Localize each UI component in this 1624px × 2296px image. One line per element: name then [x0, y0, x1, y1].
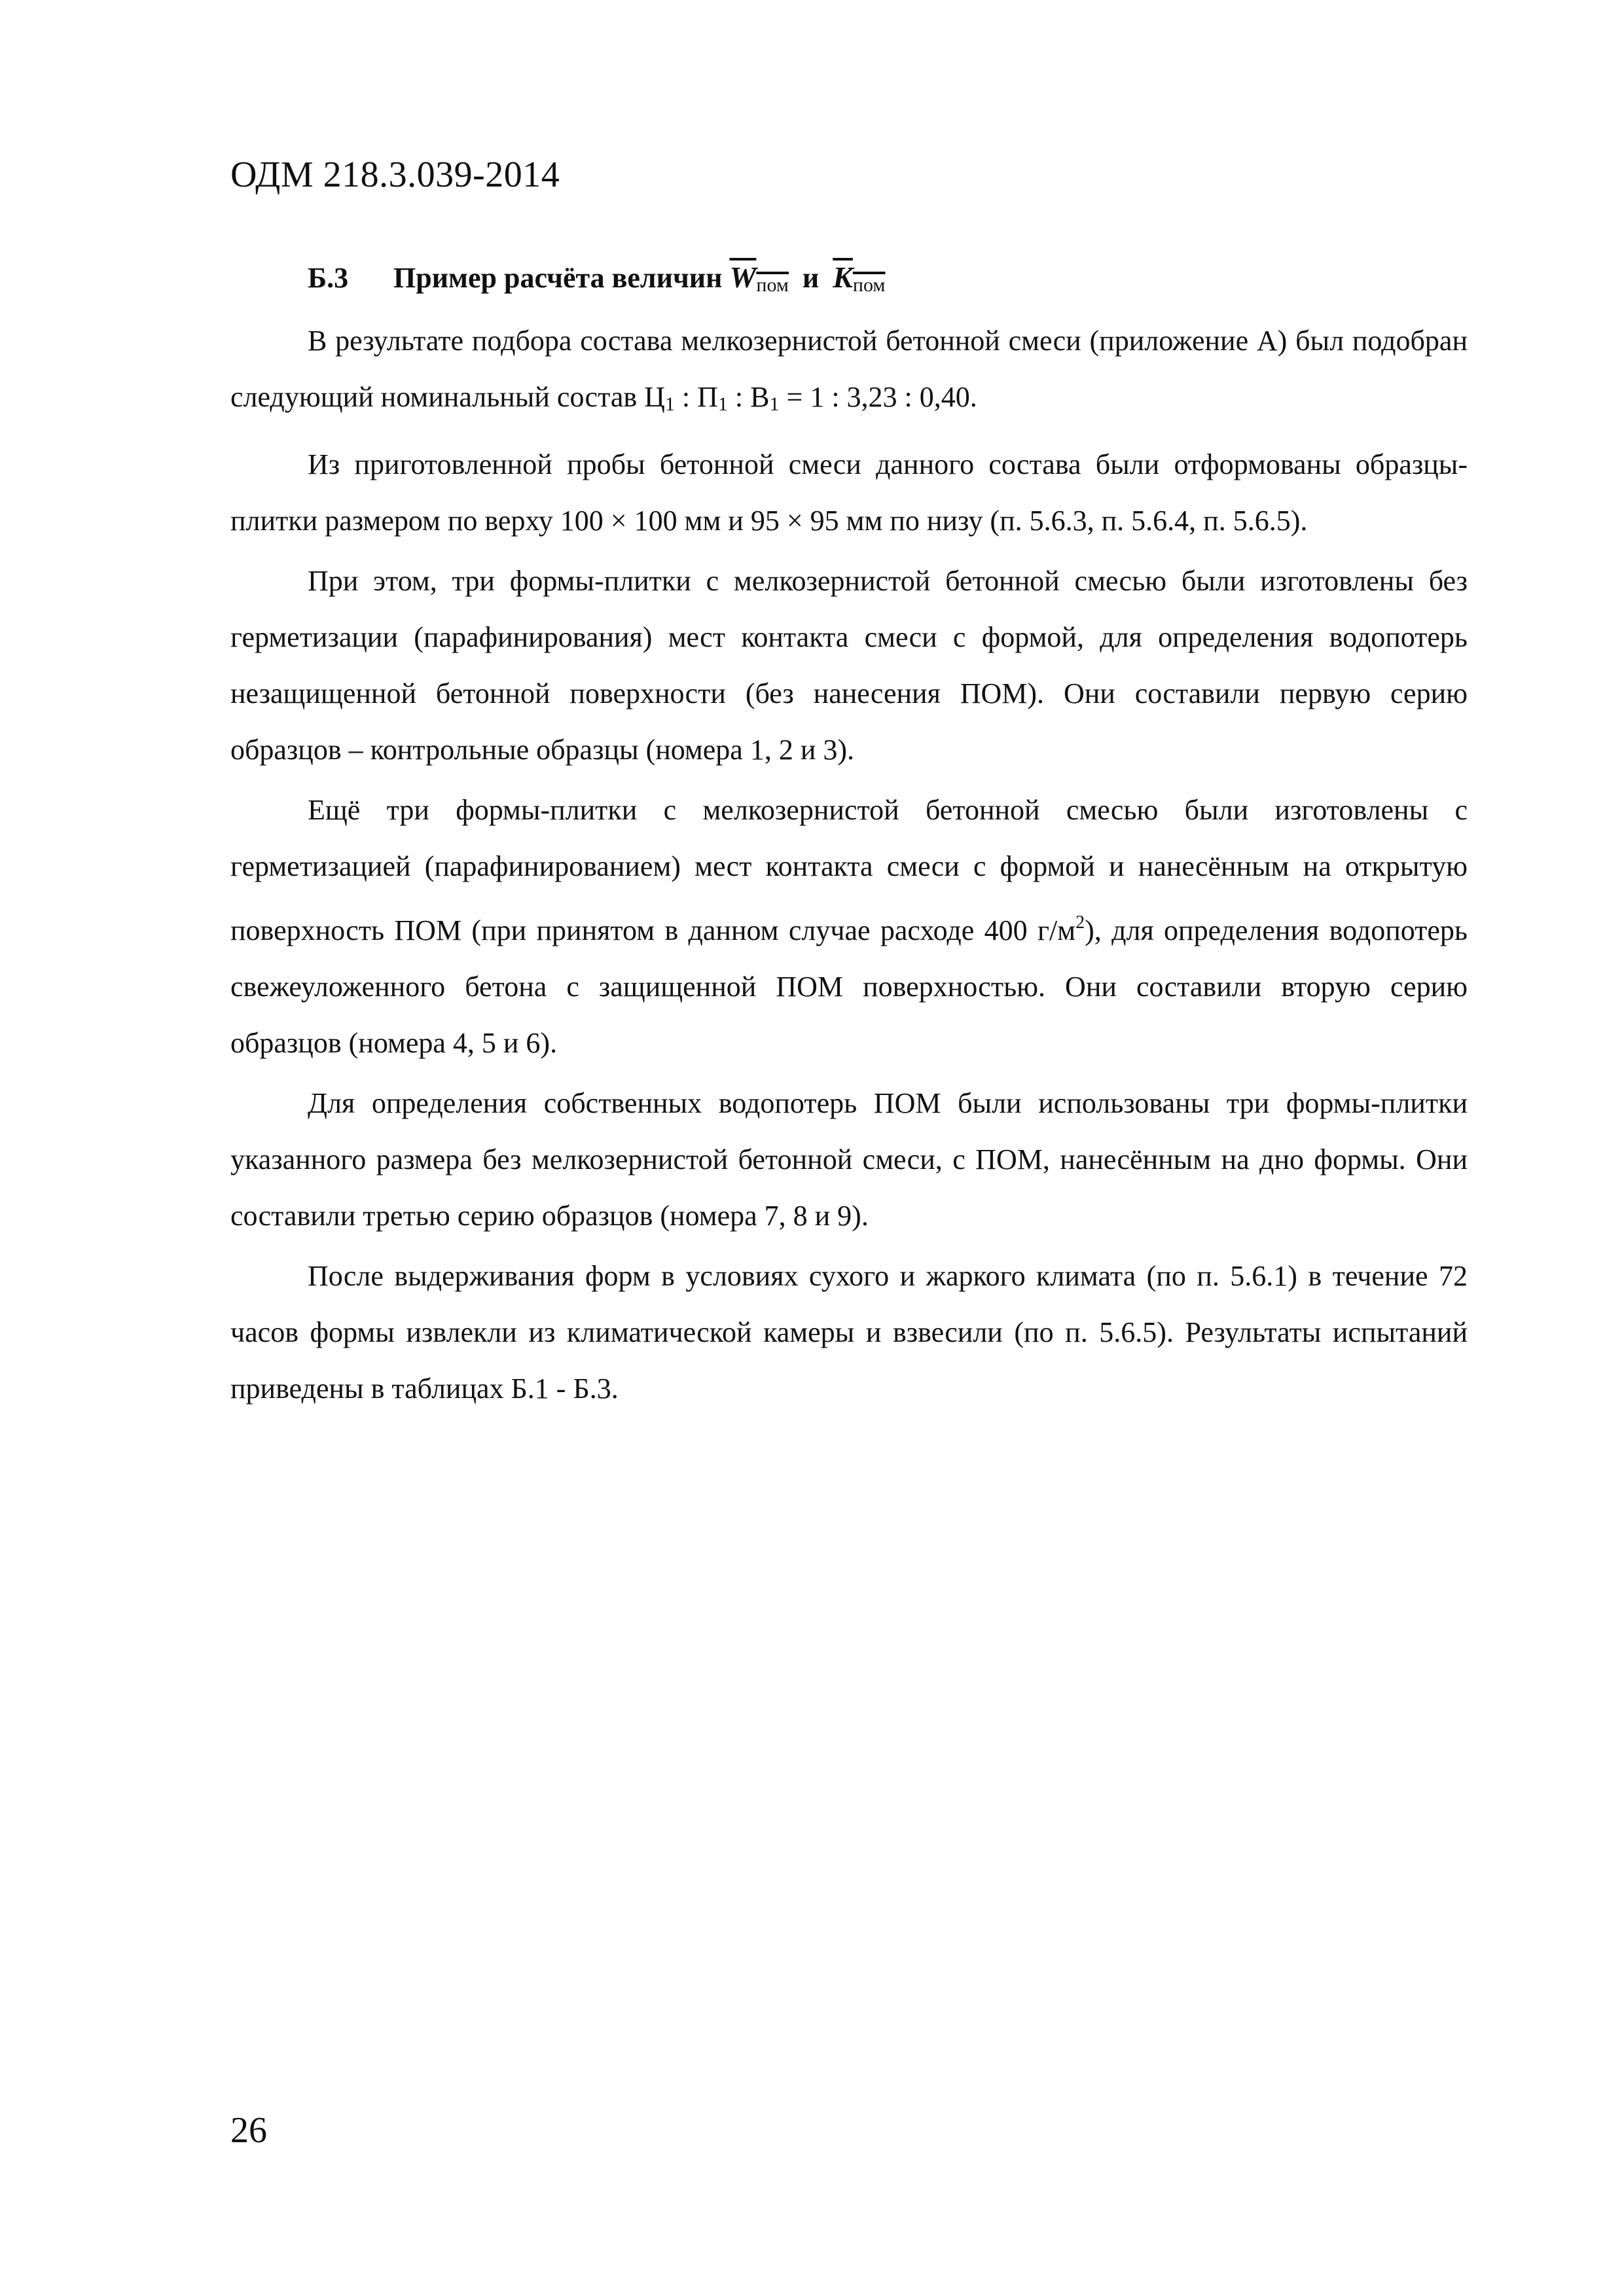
superscript-m2: 2: [1075, 912, 1085, 933]
paragraph-1-text-d: = 1 : 3,23 : 0,40.: [779, 381, 977, 413]
paragraph-1-text-a: В результате подбора состава мелкозернистой бетонной смеси (приложение А) был подобран следующий номинальный состав Ц: [230, 325, 1468, 413]
symbol-k-pom: [833, 260, 885, 294]
subscript-p1: 1: [717, 393, 728, 415]
heading-conjunction: и: [802, 262, 820, 294]
symbol-k-subscript: пом: [852, 274, 886, 296]
section-number: Б.3: [308, 262, 349, 294]
section-heading: [308, 254, 885, 309]
subscript-v1: 1: [769, 393, 780, 415]
symbol-w-pom: [729, 260, 788, 294]
symbol-w-letter: W: [729, 260, 757, 294]
paragraph-1: [230, 313, 1468, 433]
paragraph-4: [230, 782, 1468, 1071]
body-text: [230, 313, 1468, 1417]
section-title: Пример расчёта величин: [393, 262, 723, 294]
paragraph-5: Для определения собственных водопотерь ПОМ были использованы три формы-плитки указанного размера без мелкозернистой бетонной смеси, с ПОМ, нанесённым на дно формы. Они составили третью серию образцов (номера 7, 8 и 9).: [230, 1087, 1468, 1232]
symbol-k-letter: K: [833, 260, 853, 294]
paragraph-6: После выдерживания форм в условиях сухого и жаркого климата (по п. 5.6.1) в течение 72 часов формы извлекли из климатической камеры и взвесили (по п. 5.6.5). Результаты испытаний приведены в таблицах Б.1 - Б.3.: [230, 1260, 1468, 1405]
paragraph-3: При этом, три формы-плитки с мелкозернистой бетонной смесью были изготовлены без герметизации (парафинирования) мест контакта смеси с формой, для определения водопотерь незащищенной бетонной поверхности (без нанесения ПОМ). Они составили первую серию образцов – контрольные образцы (номера 1, 2 и 3).: [230, 565, 1468, 766]
document-code: ОДМ 218.3.039-2014: [230, 154, 560, 195]
paragraph-1-text-c: : В: [727, 381, 770, 413]
paragraph-2: Из приготовленной пробы бетонной смеси данного состава были отформованы образцы-плитки размером по верху 100 × 100 мм и 95 × 95 мм по низу (п. 5.6.3, п. 5.6.4, п. 5.6.5).: [230, 448, 1468, 537]
symbol-w-subscript: пом: [756, 274, 789, 296]
paragraph-4-text-a: Ещё три формы-плитки с мелкозернистой бетонной смесью были изготовлены с герметизацией (парафинированием) мест контакта смеси с формой и нанесённым на открытую поверхность ПОМ (при принятом в данном случае расходе 400 г/м: [230, 794, 1468, 946]
paragraph-1-text-b: : П: [674, 381, 718, 413]
subscript-c1: 1: [664, 393, 675, 415]
paragraph-4-text-b: ), для определения водопотерь свежеуложенного бетона с защищенной ПОМ поверхностью. Они составили вторую серию образцов (номера 4, 5 и 6).: [230, 914, 1468, 1059]
page-number: 26: [230, 2110, 267, 2151]
